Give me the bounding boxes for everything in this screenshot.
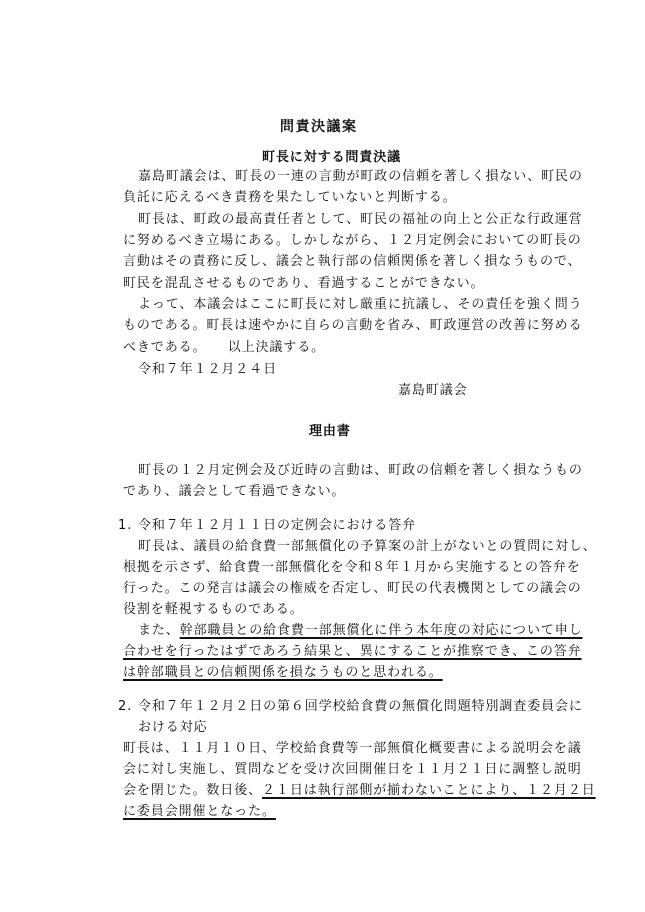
underlined-text: ２１日は執行部側が揃わないことにより、１２月２日 [262,783,596,798]
resolution-line: べきである。 以上決議する。 [123,340,326,355]
resolution-date: 令和７年１２月２４日 [138,362,278,377]
resolution-line: ものである。町長は速やかに自らの言動を省み、町政運営の改善に努める [123,318,583,333]
underlined-text: 合わせを行ったはずであろう結果と、異にすることが推察でき、この答弁 [123,644,582,659]
reason-intro-line: であり、議会として看過できない。 [123,484,346,499]
resolution-line: に努めるべき立場にある。しかしながら、１２月定例会においての町長の [123,233,582,248]
underlined-text: に委員会開催となった。 [123,804,276,819]
resolution-line: 嘉島町議会は、町長の一連の言動が町政の信頼を著しく損ない、町民の [138,169,583,184]
section-line: 町長は、１１月１０日、学校給食費等一部無償化概要書による説明会を議 [123,741,582,756]
section-number: 1. [118,518,133,533]
section-line: 会に対し実施し、質問などを受け次回開催日を１１月２１日に調整し説明 [123,762,582,777]
plain-text: 会を閉じた。数日後、 [123,783,263,798]
resolution-line: 町長は、町政の最高責任者として、町民の福祉の向上と公正な行政運営 [138,212,583,227]
section-note-line [138,622,583,640]
section-number: 2. [118,699,133,714]
resolution-line: 言動はその責務に反し、議会と執行部の信頼関係を著しく損なうもので、 [123,254,582,269]
reason-heading: 理由書 [309,424,351,439]
section-line: 町長は、議員の給食費一部無償化の予算案の計上がないとの質問に対し、 [138,539,597,554]
section-line: 行った。この発言は議会の権威を否定し、町民の代表機関としての議会の [123,581,582,596]
resolution-line: 町民を混乱させるものであり、看過することができない。 [123,276,485,291]
resolution-line: 負託に応えるべき責務を果たしていないと判断する。 [123,190,457,205]
reason-intro-line: 町長の１２月定例会及び近時の言動は、町政の信頼を著しく損なうもの [138,463,583,478]
document-title: 問責決議案 [280,119,358,135]
resolution-line: よって、本議会はここに町長に対し厳重に抗議し、その責任を強く問う [138,297,583,312]
section-line [123,782,596,800]
underlined-text: 幹部職員との給食費一部無償化に伴う本年度の対応について申し [179,623,583,638]
section-line: 根拠を示さず、給食費一部無償化を令和８年１月から実施するとの答弁を [123,560,581,575]
issuer-name: 嘉島町議会 [398,383,468,398]
section-line: 役割を軽視するものである。 [123,602,304,617]
section-title: 令和７年１２月２日の第６回学校給食費の無償化問題特別調査委員会に [138,699,583,714]
note-lead: また、 [138,623,180,638]
underlined-text: は幹部職員との信頼関係を損なうものと思われる。 [123,665,443,680]
section-title: 令和７年１２月１１日の定例会における答弁 [138,518,417,533]
section-title: おける対応 [138,720,208,735]
resolution-heading: 町長に対する問責決議 [262,150,402,165]
